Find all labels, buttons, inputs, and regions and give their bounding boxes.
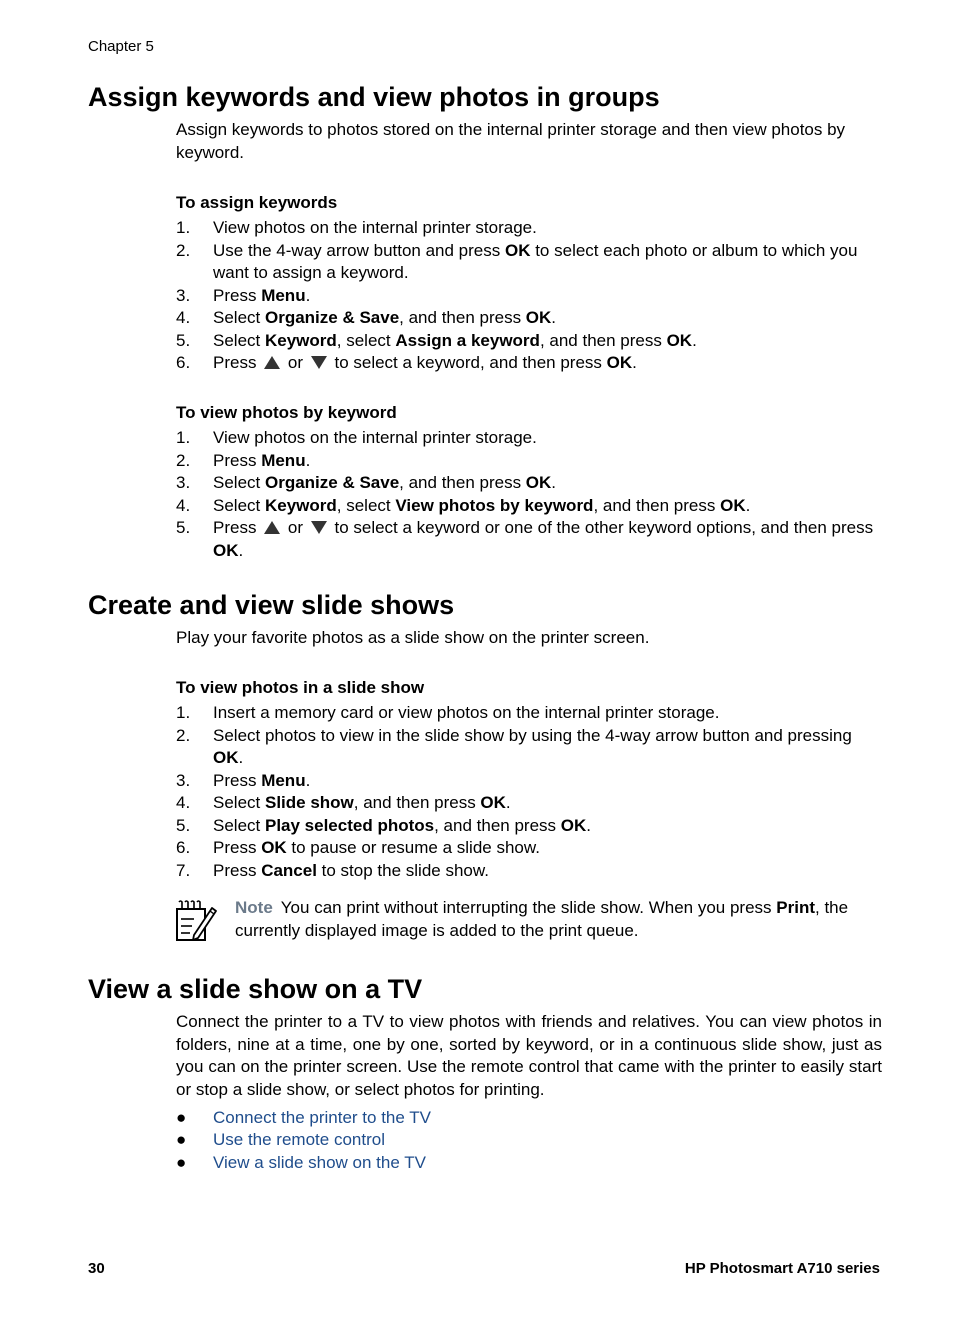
step: 4. Select Organize & Save, and then press OK.: [176, 308, 557, 327]
section-intro: Assign keywords to photos stored on the internal printer storage and then view photos by keyword.: [176, 120, 846, 162]
down-arrow-icon: [311, 356, 327, 369]
note: Note You can print without interrupting the slide show. When you press Print, the currently displayed image is added to the print queue.: [235, 898, 849, 940]
step: 6. Press OK to pause or resume a slide show.: [176, 838, 540, 857]
step: 2. Press Menu.: [176, 450, 311, 470]
page-number: 30: [88, 1260, 105, 1277]
steps-assign-keywords: [176, 217, 882, 375]
down-arrow-icon: [311, 521, 327, 534]
footer-product-name: HP Photosmart A710 series: [684, 1260, 880, 1277]
step: 2. Select photos to view in the slide show by using the 4-way arrow button and pressing OK.: [176, 725, 852, 767]
link-use-remote-control[interactable]: Use the remote control: [213, 1130, 385, 1150]
steps-view-by-keyword: [176, 427, 882, 562]
link-view-slide-show-tv[interactable]: View a slide show on the TV: [213, 1152, 426, 1172]
list-item: [176, 1107, 431, 1129]
section-title-assign-keywords: Assign keywords and view photos in groups: [88, 82, 660, 112]
related-links: [176, 1107, 431, 1174]
section-intro: Connect the printer to a TV to view photos with friends and relatives. You can view photos in folders, nine at a time, one by one, sorted by keyword, or in a continuous slide show, just as you can on the printer screen. Use the remote control that came with the printer to easily start or stop a slide show, or select photos for printing.: [176, 1012, 882, 1099]
step: 1. View photos on the internal printer storage.: [176, 428, 537, 447]
list-item: [176, 1129, 431, 1151]
procedure-title-assign-keywords: To assign keywords: [176, 193, 338, 212]
note-icon: [174, 899, 218, 943]
note-label: Note: [235, 898, 273, 917]
step: 1. View photos on the internal printer storage.: [176, 218, 537, 237]
list-item: [176, 1152, 431, 1174]
procedure-title-slide-show: To view photos in a slide show: [176, 678, 425, 697]
step: 4. Select Keyword, select View photos by keyword, and then press OK.: [176, 495, 751, 515]
step: 6. Press or to select a keyword, and then press OK.: [176, 353, 637, 372]
step: 3. Press Menu.: [176, 285, 311, 305]
running-header: Chapter 5: [88, 38, 154, 55]
step: 7. Press Cancel to stop the slide show.: [176, 860, 489, 880]
step: 5. Select Keyword, select Assign a keyword, and then press OK.: [176, 330, 697, 350]
bullet: ●: [176, 1130, 187, 1150]
step: 3. Press Menu.: [176, 770, 311, 790]
step: 4. Select Slide show, and then press OK.: [176, 793, 511, 812]
section-intro: Play your favorite photos as a slide show on the printer screen.: [176, 628, 650, 647]
step: 5. Press or to select a keyword or one of the other keyword options, and then press OK.: [176, 518, 874, 560]
section-title-slide-shows: Create and view slide shows: [88, 590, 455, 620]
link-connect-printer-tv[interactable]: Connect the printer to the TV: [213, 1108, 431, 1127]
step: 1. Insert a memory card or view photos on the internal printer storage.: [176, 703, 720, 722]
step: 5. Select Play selected photos, and then press OK.: [176, 815, 591, 835]
up-arrow-icon: [264, 521, 280, 534]
steps-slide-show: [176, 702, 882, 882]
bullet: ●: [176, 1108, 187, 1127]
bullet: ●: [176, 1152, 187, 1172]
step: 2. Use the 4-way arrow button and press OK to select each photo or album to which you want to assign a keyword.: [176, 240, 858, 282]
procedure-title-view-by-keyword: To view photos by keyword: [176, 403, 397, 422]
step: 3. Select Organize & Save, and then press OK.: [176, 473, 557, 492]
up-arrow-icon: [264, 356, 280, 369]
section-title-slide-show-tv: View a slide show on a TV: [88, 974, 423, 1004]
